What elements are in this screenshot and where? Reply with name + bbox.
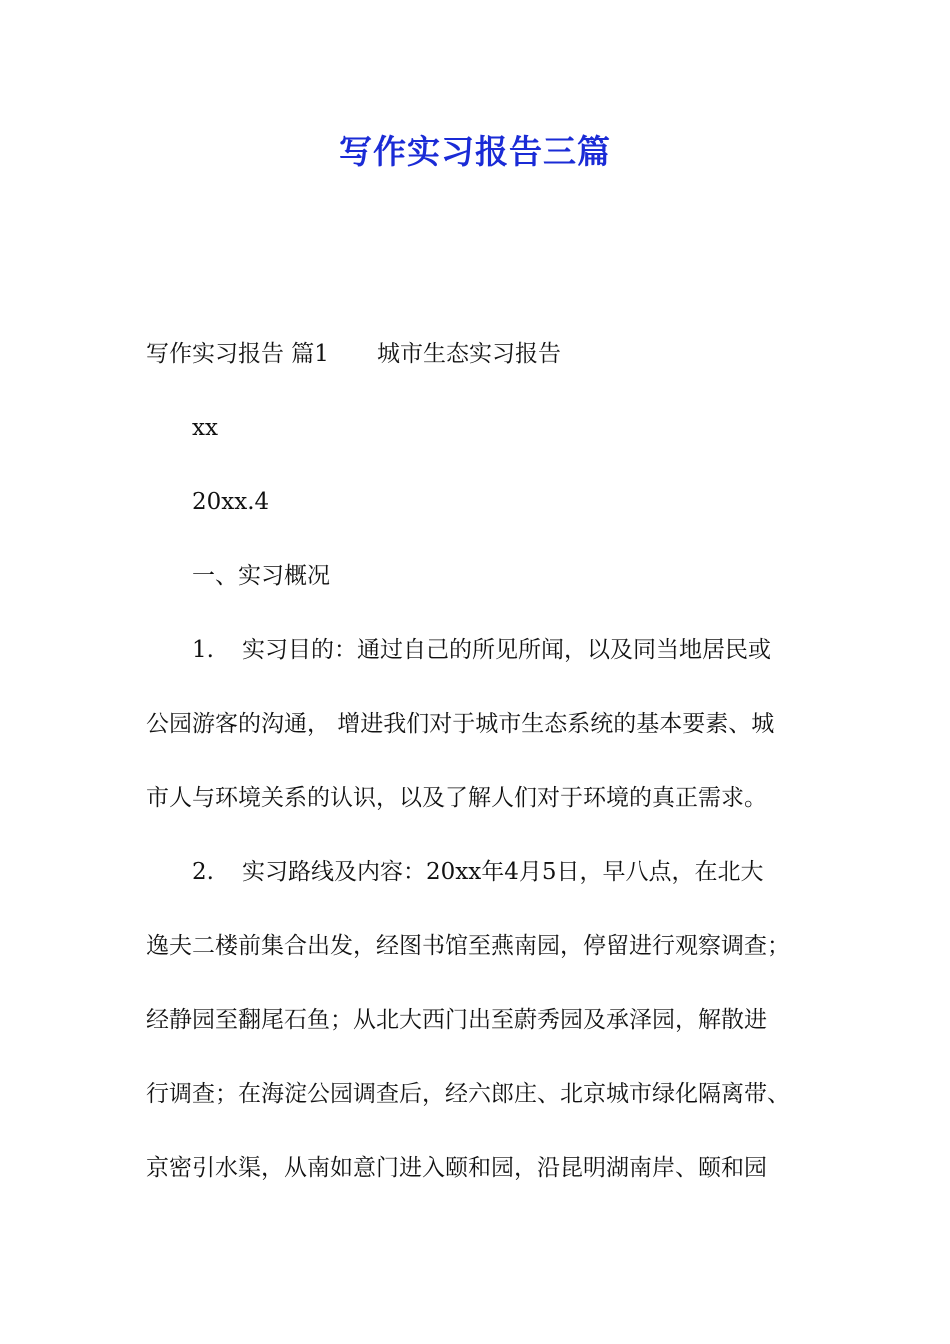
item-1-line-1 [146, 632, 836, 669]
item-1-line-2: 公园游客的沟通， 增进我们对于城市生态系统的基本要素、城 [146, 711, 775, 737]
item-2-line-5: 京密引水渠，从南如意门进入颐和园，沿昆明湖南岸、颐和园 [146, 1155, 767, 1181]
document-body [146, 336, 836, 1224]
document-title: 写作实习报告三篇 [339, 132, 611, 171]
author-line: xx [192, 415, 218, 441]
item-2-number: 2. [192, 859, 214, 885]
item-1-line-3: 市人与环境关系的认识，以及了解人们对于环境的真正需求。 [146, 785, 767, 811]
item-2-line-3: 经静园至翻尾石鱼；从北大西门出至蔚秀园及承泽园，解散进 [146, 1007, 767, 1033]
item-2-line-4: 行调查；在海淀公园调查后，经六郎庄、北京城市绿化隔离带、 [146, 1081, 790, 1107]
report-header-left: 写作实习报告 篇1 [146, 341, 329, 367]
item-2-text-1: 实习路线及内容：20xx年4月5日，早八点，在北大 [242, 859, 764, 885]
report-header-right: 城市生态实习报告 [376, 341, 561, 367]
report-header-line [146, 336, 836, 373]
item-2-line-2: 逸夫二楼前集合出发，经图书馆至燕南园，停留进行观察调查； [146, 933, 790, 959]
item-2-line-1 [146, 854, 836, 891]
item-1-number: 1. [192, 637, 214, 663]
item-1-text-1: 实习目的：通过自己的所见所闻，以及同当地居民或 [242, 637, 771, 663]
date-line: 20xx.4 [192, 489, 270, 515]
section-heading: 一、实习概况 [192, 563, 330, 589]
